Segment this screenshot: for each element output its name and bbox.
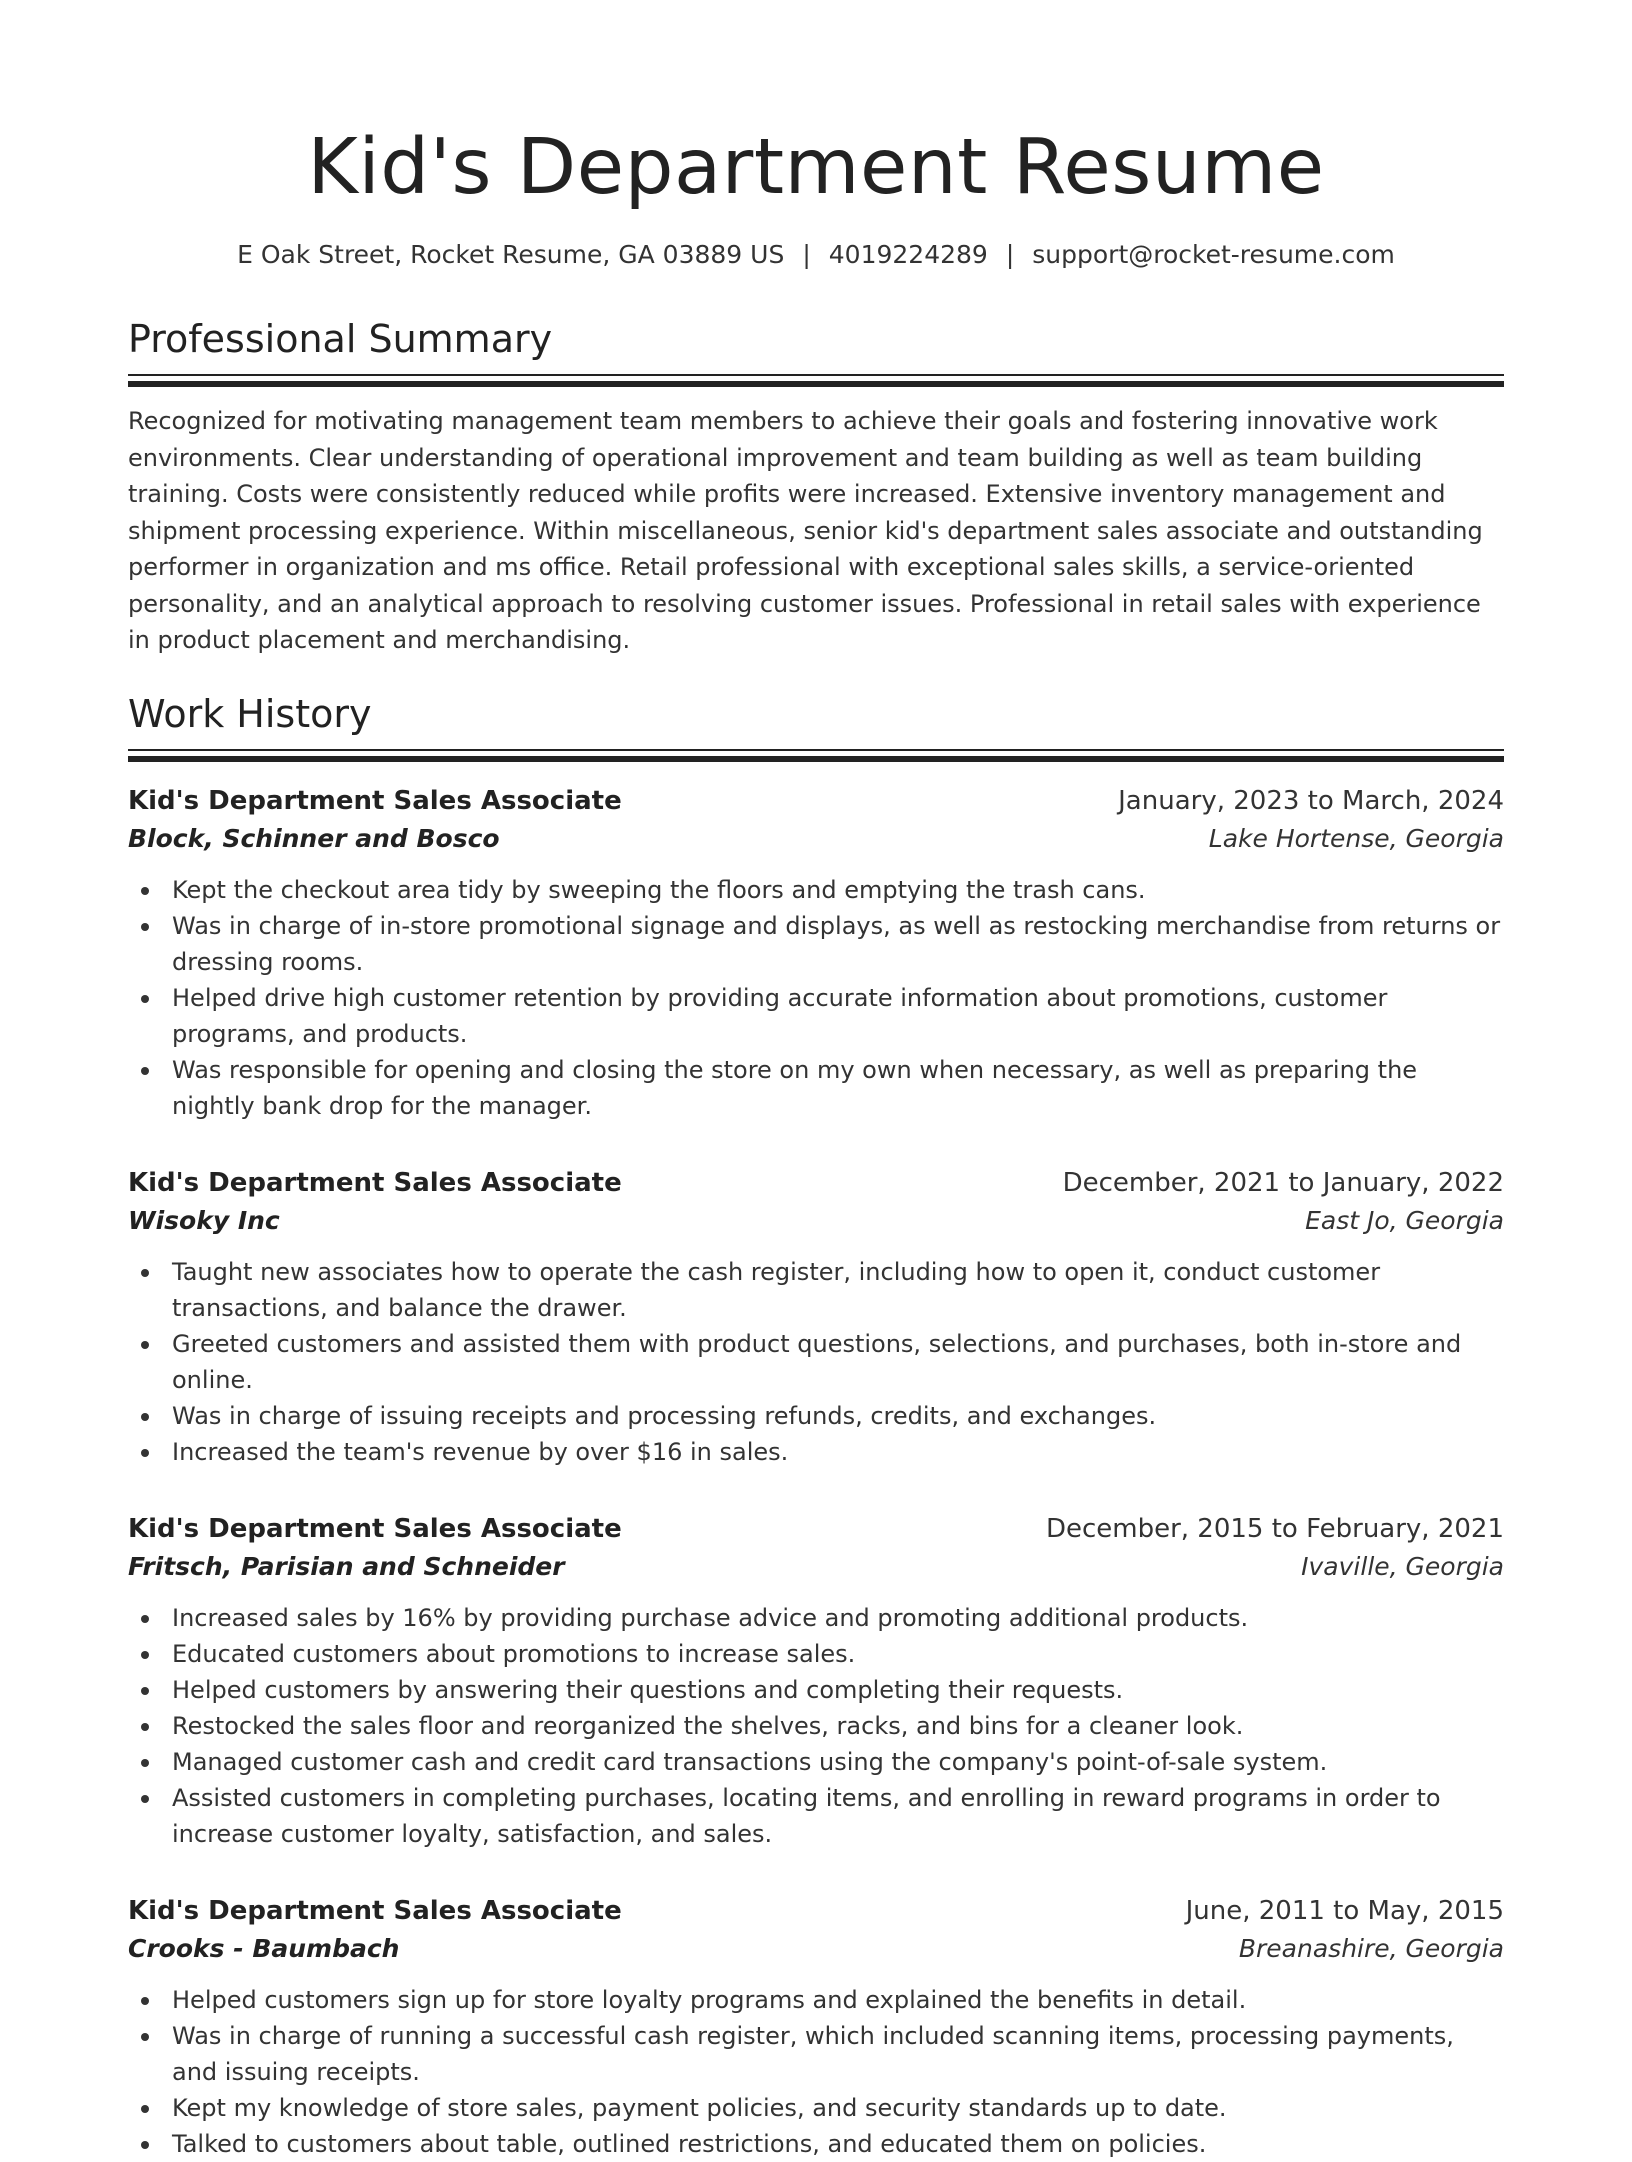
- job-bullet-list: [128, 1982, 1504, 2162]
- job-company: Crooks - Baumbach: [128, 1933, 400, 1963]
- section-divider: [128, 749, 1504, 751]
- job-company: Fritsch, Parisian and Schneider: [128, 1551, 565, 1581]
- job-bullet-list: [128, 872, 1504, 1124]
- job-list: [128, 782, 1504, 2162]
- work-history-section: [128, 691, 1504, 2162]
- job-bullet: Greeted customers and assisted them with product questions, selections, and purchases, both in-store and online.: [172, 1326, 1504, 1398]
- job-bullet: Helped customers sign up for store loyalty programs and explained the benefits in detail.: [172, 1982, 1504, 2018]
- job-bullet: Helped customers by answering their questions and completing their requests.: [172, 1672, 1504, 1708]
- job-bullet: Kept my knowledge of store sales, payment policies, and security standards up to date.: [172, 2090, 1504, 2126]
- job-entry: [128, 782, 1504, 1124]
- job-bullet: Kept the checkout area tidy by sweeping the floors and emptying the trash cans.: [172, 872, 1504, 908]
- job-company-row: [128, 1548, 1504, 1586]
- job-location: Lake Hortense, Georgia: [1208, 823, 1504, 853]
- job-dates: June, 2011 to May, 2015: [1185, 1895, 1504, 1926]
- job-company: Wisoky Inc: [128, 1205, 280, 1235]
- contact-phone: 4019224289: [828, 240, 988, 269]
- job-title: Kid's Department Sales Associate: [128, 785, 622, 816]
- job-title: Kid's Department Sales Associate: [128, 1513, 622, 1544]
- professional-summary-section: [128, 316, 1504, 659]
- job-dates: December, 2021 to January, 2022: [1062, 1167, 1504, 1198]
- job-entry: [128, 1510, 1504, 1852]
- section-heading-summary: Professional Summary: [128, 317, 553, 361]
- job-bullet-list: [128, 1254, 1504, 1470]
- job-entry: [128, 1164, 1504, 1470]
- job-header-row: [128, 1892, 1504, 1930]
- job-company-row: [128, 1202, 1504, 1240]
- contact-email: support@rocket-resume.com: [1032, 240, 1395, 269]
- job-bullet-list: [128, 1600, 1504, 1852]
- job-bullet: Educated customers about promotions to increase sales.: [172, 1636, 1504, 1672]
- job-bullet: Increased sales by 16% by providing purchase advice and promoting additional products.: [172, 1600, 1504, 1636]
- job-bullet: Talked to customers about table, outlined restrictions, and educated them on policies.: [172, 2126, 1504, 2162]
- section-heading-work: Work History: [128, 691, 372, 736]
- job-location: Breanashire, Georgia: [1238, 1933, 1504, 1963]
- job-header-row: [128, 1510, 1504, 1548]
- job-bullet: Was responsible for opening and closing the store on my own when necessary, as well as preparing the nightly bank drop for the manager.: [172, 1052, 1504, 1124]
- job-dates: December, 2015 to February, 2021: [1045, 1513, 1504, 1544]
- job-header-row: [128, 782, 1504, 820]
- resume-title: Kid's Department Resume: [307, 123, 1325, 212]
- contact-address: E Oak Street, Rocket Resume, GA 03889 US: [237, 240, 785, 269]
- contact-separator: |: [802, 240, 811, 269]
- contact-line: [128, 238, 1504, 272]
- job-bullet: Taught new associates how to operate the cash register, including how to open it, conduct customer transactions, and balance the drawer.: [172, 1254, 1504, 1326]
- summary-text: Recognized for motivating management team members to achieve their goals and fostering innovative work environments. Clear understanding of operational improvement and team building as well as team building training. Costs were consistently reduced while profits were increased. Extensive inventory management and shipment processing experience. Within miscellaneous, senior kid's department sales associate and outstanding performer in organization and ms office. Retail professional with exceptional sales skills, a service-oriented personality, and an analytical approach to resolving customer issues. Professional in retail sales with experience in product placement and merchandising.: [128, 407, 1483, 654]
- section-divider-thick: [128, 756, 1504, 762]
- job-location: Ivaville, Georgia: [1301, 1551, 1504, 1581]
- job-dates: January, 2023 to March, 2024: [1118, 785, 1504, 816]
- section-divider: [128, 374, 1504, 376]
- contact-separator: |: [1005, 240, 1015, 269]
- job-bullet: Managed customer cash and credit card transactions using the company's point-of-sale system.: [172, 1744, 1504, 1780]
- job-company-row: [128, 820, 1504, 858]
- job-company: Block, Schinner and Bosco: [128, 823, 500, 853]
- job-bullet: Increased the team's revenue by over $16 in sales.: [172, 1434, 1504, 1470]
- job-bullet: Restocked the sales floor and reorganized the shelves, racks, and bins for a cleaner look.: [172, 1708, 1504, 1744]
- job-title: Kid's Department Sales Associate: [128, 1895, 622, 1926]
- job-company-row: [128, 1930, 1504, 1968]
- job-bullet: Was in charge of issuing receipts and processing refunds, credits, and exchanges.: [172, 1398, 1504, 1434]
- job-bullet: Helped drive high customer retention by providing accurate information about promotions, customer programs, and products.: [172, 980, 1504, 1052]
- job-bullet: Assisted customers in completing purchases, locating items, and enrolling in reward programs in order to increase customer loyalty, satisfaction, and sales.: [172, 1780, 1504, 1852]
- job-entry: [128, 1892, 1504, 2162]
- job-bullet: Was in charge of in-store promotional signage and displays, as well as restocking merchandise from returns or dressing rooms.: [172, 908, 1504, 980]
- job-header-row: [128, 1164, 1504, 1202]
- job-location: East Jo, Georgia: [1305, 1205, 1504, 1235]
- job-title: Kid's Department Sales Associate: [128, 1167, 622, 1198]
- section-divider-thick: [128, 381, 1504, 387]
- job-bullet: Was in charge of running a successful cash register, which included scanning items, processing payments, and issuing receipts.: [172, 2018, 1504, 2090]
